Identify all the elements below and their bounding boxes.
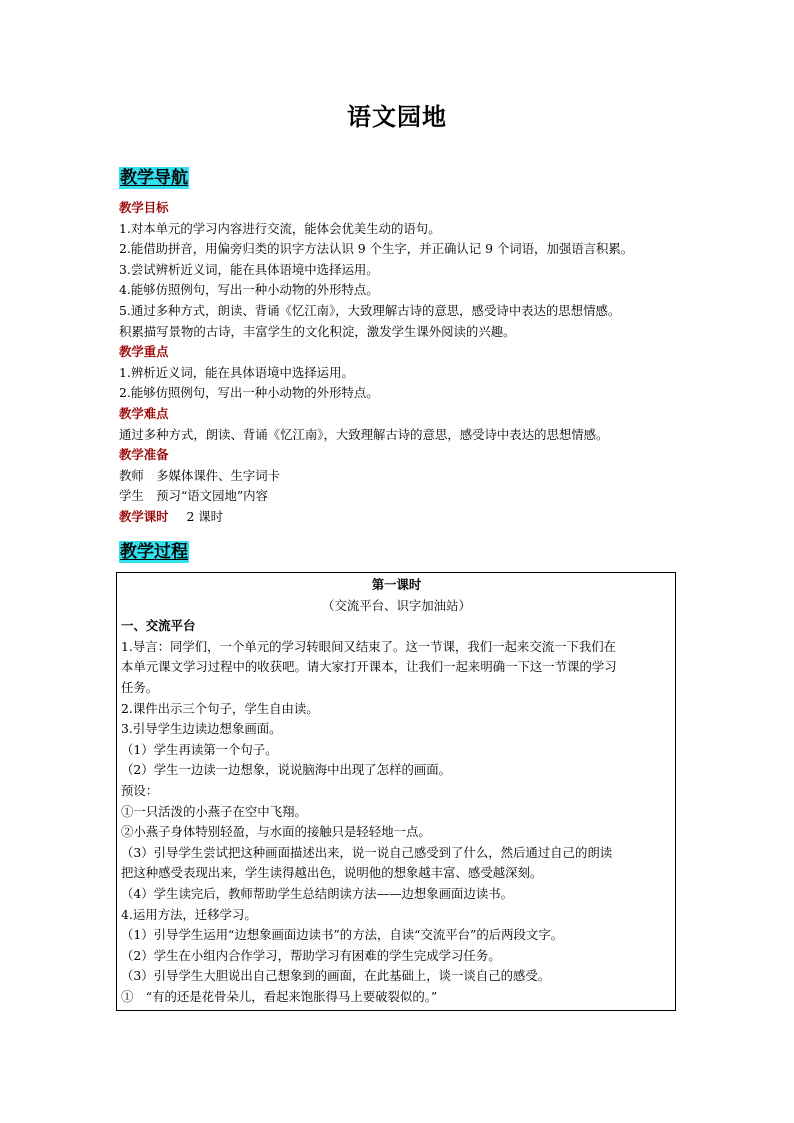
key-points-heading: 教学重点 [119,344,169,360]
objective-item: 5.通过多种方式，朗读、背诵《忆江南》，大致理解古诗的意思，感受诗中表达的思想情感。 [119,302,621,318]
lesson-line: （1）引导学生运用“边想象画面边读书”的方法，自读“交流平台”的后两段文字。 [121,927,564,943]
objectives-heading: 教学目标 [119,200,169,215]
lesson-section-heading: 一、交流平台 [121,618,196,634]
periods-row [119,507,689,528]
lesson-title: 第一课时 [371,577,422,592]
difficulty-item: 通过多种方式，朗读、背诵《忆江南》，大致理解古诗的意思，感受诗中表达的思想情感。 [119,426,609,442]
lesson-line: 本单元课文学习过程中的收获吧。请大家打开课本，让我们一起来明确一下这一节课的学习 [121,659,617,675]
lesson-line: （2）学生在小组内合作学习，帮助学习有困难的学生完成学习任务。 [121,947,501,963]
lesson-line: （4）学生读完后，教师帮助学生总结朗读方法——边想象画面边读书。 [121,885,513,901]
lesson-line: 把这种感受表现出来，学生读得越出色，说明他的想象越丰富、感受越深刻。 [121,865,543,881]
objective-item: 1.对本单元的学习内容进行交流，能体会优美生动的语句。 [119,220,441,236]
section-heading-navigation: 教学导航 [120,168,188,188]
lesson-table [116,572,676,1011]
lesson-line: （1）学生再读第一个句子。 [121,741,278,757]
lesson-line: （3）引导学生大胆说出自己想象到的画面，在此基础上，谈一谈自己的感受。 [121,968,551,984]
preparation-item: 教师 多媒体课件、生字词卡 [119,467,281,483]
key-point-item: 1.辨析近义词，能在具体语境中选择运用。 [119,364,354,380]
objective-item: 4.能够仿照例句，写出一种小动物的外形特点。 [119,282,379,298]
lesson-line: ① “有的还是花骨朵儿，看起来饱胀得马上要破裂似的。” [121,988,438,1004]
lesson-line: （3）引导学生尝试把这种画面描述出来，说一说自己感受到了什么，然后通过自己的朗读 [121,844,613,860]
lesson-line: ②小燕子身体特别轻盈，与水面的接触只是轻轻地一点。 [121,824,431,840]
lesson-line: 预设： [121,782,159,798]
lesson-line: ①一只活泼的小燕子在空中飞翔。 [121,803,307,819]
difficulties-heading: 教学难点 [119,405,169,421]
lesson-line: （2）学生一边读一边想象，说说脑海中出现了怎样的画面。 [121,762,452,778]
teaching-overview [119,198,689,528]
section-heading-process: 教学过程 [120,542,188,562]
lesson-line: 4.运用方法，迁移学习。 [121,906,257,922]
preparation-item: 学生 预习“语文园地”内容 [119,488,268,504]
lesson-line: 任务。 [121,679,159,695]
preparation-heading: 教学准备 [119,447,169,463]
lesson-line: 3.引导学生边读边想象画面。 [121,721,282,737]
periods-value: 2 课时 [186,508,224,524]
lesson-line: 2.课件出示三个句子，学生自由读。 [121,700,319,716]
page-title: 语文园地 [347,103,447,131]
key-point-item: 2.能够仿照例句，写出一种小动物的外形特点。 [119,385,379,401]
lesson-line: 1.导言：同学们，一个单元的学习转眼间又结束了。这一节课，我们一起来交流一下我们在 [121,638,617,654]
lesson-subtitle: （交流平台、识字加油站） [322,597,471,613]
objective-item: 2.能借助拼音，用偏旁归类的识字方法认识 9 个生字，并正确认记 9 个词语，加强语言积累。 [119,241,634,257]
periods-label: 教学课时 [119,508,169,524]
objective-item: 3.尝试辨析近义词，能在具体语境中选择运用。 [119,261,379,277]
objective-item: 积累描写景物的古诗，丰富学生的文化积淀，激发学生课外阅读的兴趣。 [119,323,516,339]
